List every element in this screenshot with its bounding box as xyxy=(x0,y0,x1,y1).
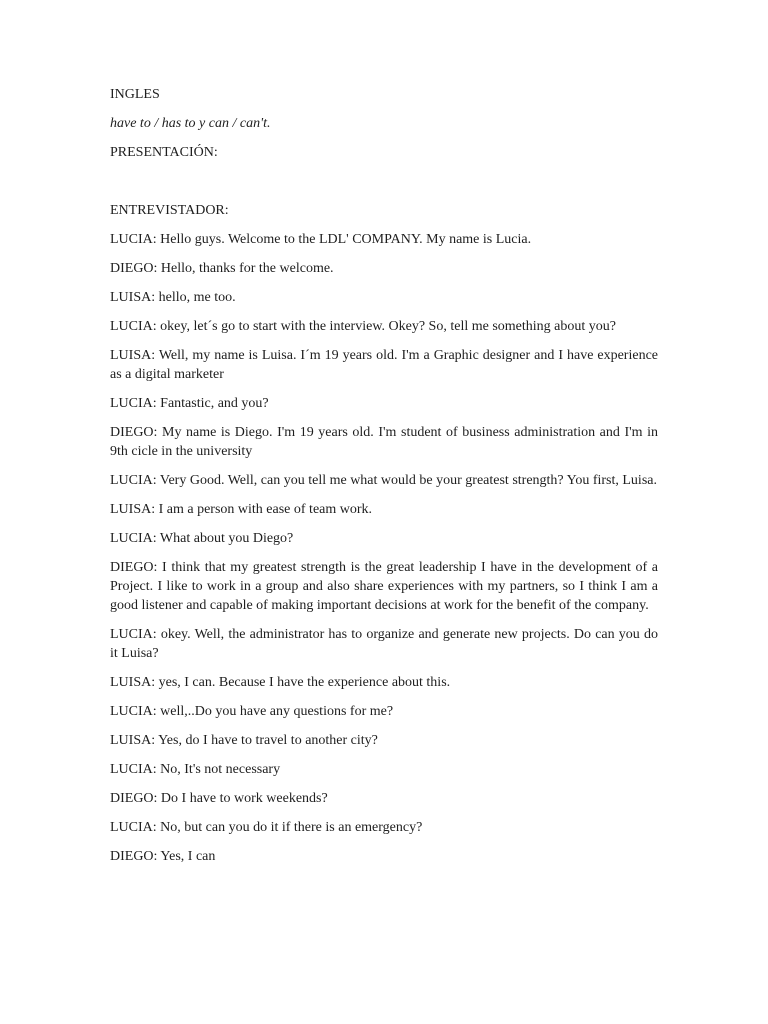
dialogue-line: DIEGO: Hello, thanks for the welcome. xyxy=(110,261,334,276)
dialogue-line: LUISA: Yes, do I have to travel to another city? xyxy=(110,733,378,748)
dialogue-line: LUCIA: well,..Do you have any questions for me? xyxy=(110,704,394,719)
dialogue-line: DIEGO: Do I have to work weekends? xyxy=(110,791,328,806)
dialogue-line: LUCIA: What about you Diego? xyxy=(110,531,294,546)
dialogue-line: DIEGO: My name is Diego. I'm 19 years old. I'm student of business administration and I'm in 9th cicle in the university xyxy=(110,425,658,459)
dialogue-line: LUCIA: okey, let´s go to start with the interview. Okey? So, tell me something about you? xyxy=(110,319,616,334)
dialogue-line: LUCIA: No, but can you do it if there is an emergency? xyxy=(110,820,423,835)
blank-line xyxy=(110,172,658,201)
dialogue-line: LUISA: I am a person with ease of team work. xyxy=(110,502,373,517)
dialogue-line: LUISA: hello, me too. xyxy=(110,290,236,305)
dialogue-line: LUCIA: Hello guys. Welcome to the LDL' COMPANY. My name is Lucia. xyxy=(110,232,532,247)
dialogue-line: LUISA: Well, my name is Luisa. I´m 19 years old. I'm a Graphic designer and I have experience as a digital marketer xyxy=(110,348,658,382)
dialogue-line: LUCIA: Fantastic, and you? xyxy=(110,396,269,411)
document-title: INGLES xyxy=(110,87,160,102)
dialogue-line: LUCIA: Very Good. Well, can you tell me what would be your greatest strength? You first, Luisa. xyxy=(110,473,657,488)
section-interviewer: ENTREVISTADOR: xyxy=(110,203,229,218)
dialogue-line: DIEGO: Yes, I can xyxy=(110,849,216,864)
dialogue xyxy=(110,230,658,866)
dialogue-line: LUCIA: No, It's not necessary xyxy=(110,762,281,777)
dialogue-line: LUISA: yes, I can. Because I have the experience about this. xyxy=(110,675,451,690)
dialogue-line: LUCIA: okey. Well, the administrator has to organize and generate new projects. Do can you do it Luisa? xyxy=(110,627,658,661)
section-presentation: PRESENTACIÓN: xyxy=(110,145,218,160)
document-subtitle: have to / has to y can / can't. xyxy=(110,116,271,131)
dialogue-line: DIEGO: I think that my greatest strength is the great leadership I have in the development of a Project. I like to work in a group and also share experiences with my partners, so I think I am a good listener and capable of making important decisions at work for the benefit of the company. xyxy=(110,560,658,613)
